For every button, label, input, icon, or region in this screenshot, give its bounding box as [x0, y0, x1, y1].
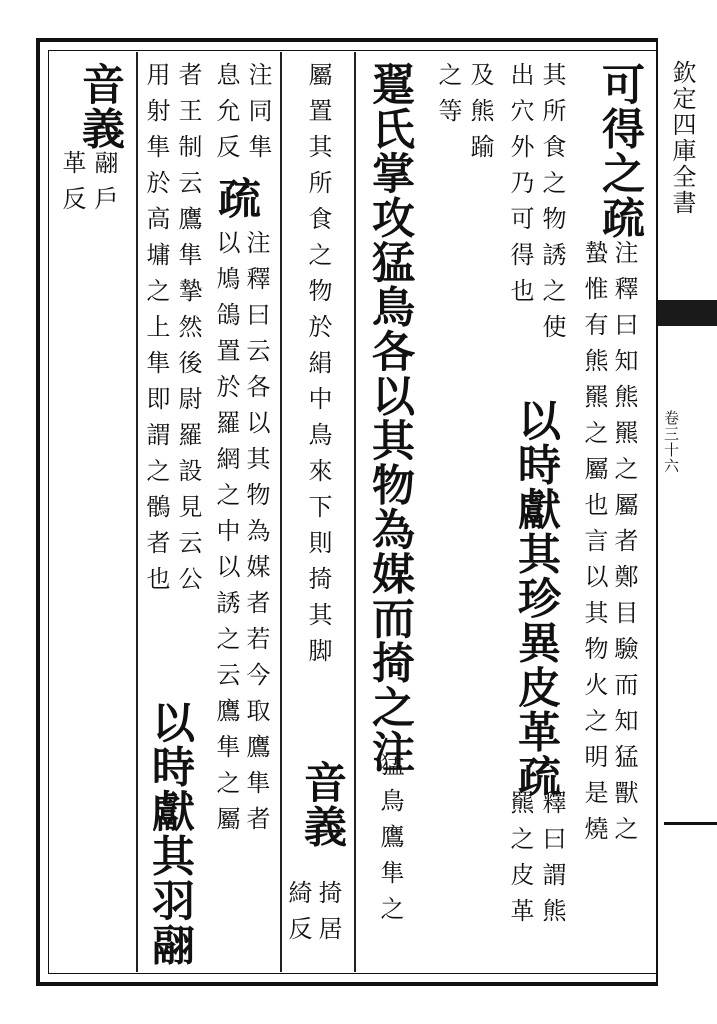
commentary-column: 以鳩鴿置於羅網之中以誘之云鷹隼之屬 — [212, 230, 240, 842]
commentary-column: 綺反 — [284, 880, 312, 952]
edge-mark-line — [664, 822, 717, 825]
column-rule — [136, 52, 138, 972]
edge-fishtail-mark — [658, 300, 717, 326]
column-rule — [354, 52, 356, 972]
commentary-column: 蟄惟有熊羆之屬也言以其物火之明是燒 — [580, 240, 608, 852]
column-rule — [280, 52, 282, 972]
commentary-column: 掎居 — [314, 880, 342, 952]
text-column: 以時獻其羽翮 — [145, 700, 195, 967]
edge-volume-label: 卷三十六 — [662, 410, 680, 474]
text-column: 音義 — [297, 760, 347, 849]
commentary-column: 革反 — [58, 150, 86, 222]
edge-book-title: 欽定四庫全書 — [668, 60, 696, 216]
commentary-column: 注同隼 — [244, 62, 272, 170]
commentary-column: 猛鳥鷹隼之 — [376, 752, 404, 932]
commentary-column: 者王制云鷹隼摯然後尉羅設見云公 — [174, 62, 202, 602]
commentary-column: 及熊踰 — [466, 62, 494, 170]
commentary-column: 用射隼於高墉之上隼即謂之鶻者也 — [142, 62, 170, 602]
commentary-column: 注釋曰云各以其物為媒者若今取鷹隼者 — [242, 230, 270, 842]
commentary-column: 其所食之物誘之使 — [538, 62, 566, 350]
text-column: 疏 — [211, 176, 261, 221]
text-column: 音義 — [75, 62, 125, 151]
commentary-column: 羆之皮革 — [506, 790, 534, 934]
text-column: 翨氏掌攻猛鳥各以其物為媒而掎之注 — [365, 62, 415, 774]
commentary-column: 翮戶 — [90, 150, 118, 222]
commentary-column: 息允反 — [212, 62, 240, 170]
commentary-column: 之等 — [434, 62, 462, 134]
commentary-column: 注釋曰知熊羆之屬者鄭目驗而知猛獸之 — [610, 240, 638, 852]
text-column: 以時獻其珍異皮革疏 — [511, 398, 561, 799]
commentary-column: 出穴外乃可得也 — [506, 62, 534, 314]
commentary-column: 屬置其所食之物於絹中鳥來下則掎其脚 — [304, 62, 332, 674]
commentary-column: 釋曰謂熊 — [538, 790, 566, 934]
text-column: 可得之疏 — [595, 62, 645, 240]
